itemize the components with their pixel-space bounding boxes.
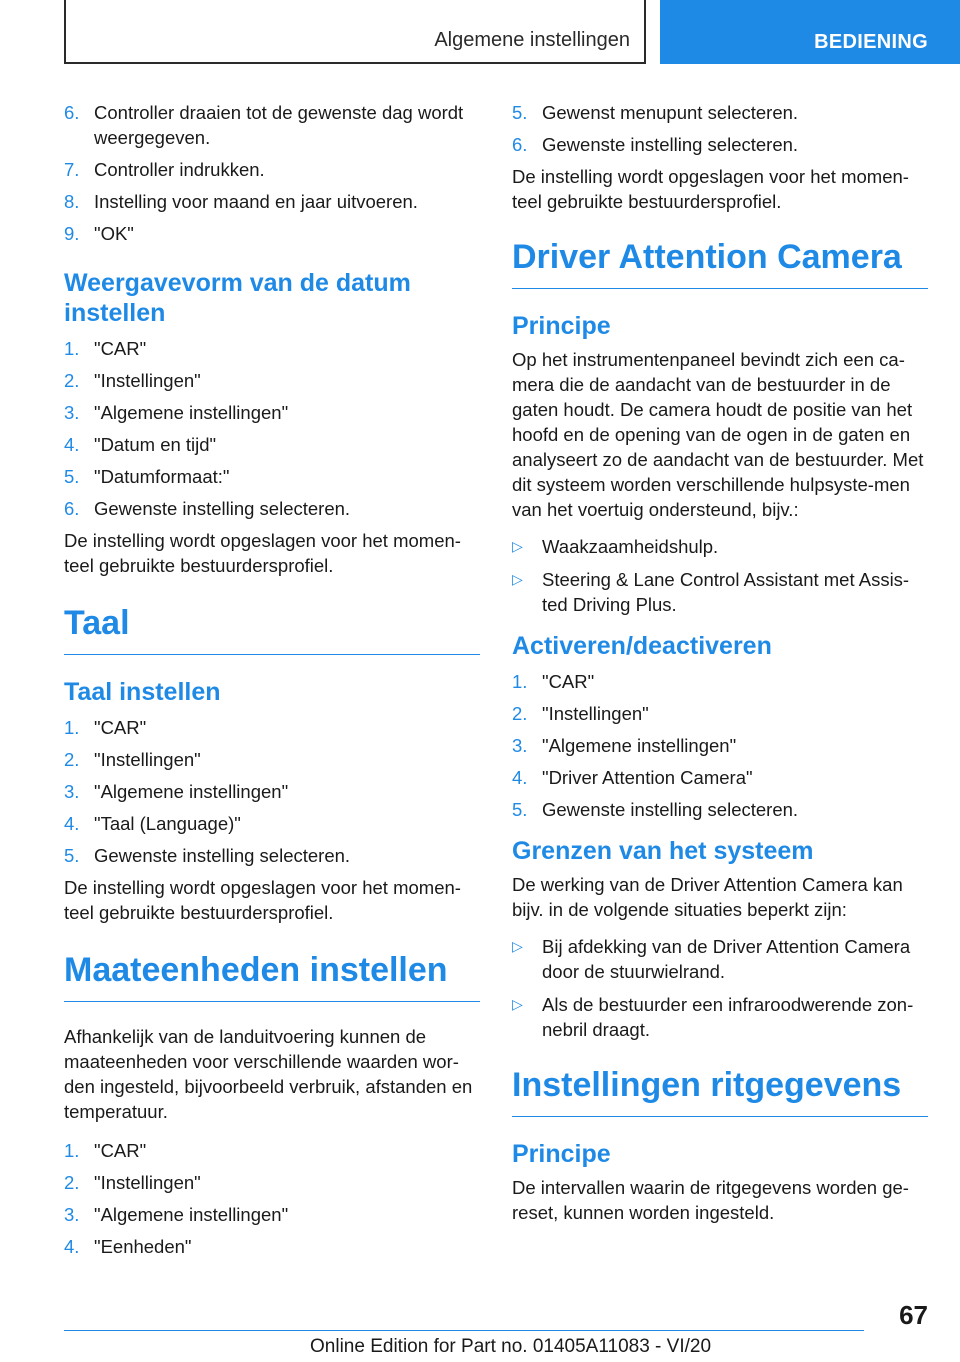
heading-maateenheden: Maateenheden instellen — [64, 949, 480, 1002]
list-item-text: "Eenheden" — [94, 1236, 192, 1257]
list-item — [64, 1138, 480, 1163]
bullet-list — [512, 934, 928, 1042]
list-item-number: 3. — [64, 402, 80, 423]
heading-activeren: Activeren/deactiveren — [512, 632, 772, 660]
list-item-text: Controller indrukken. — [94, 159, 265, 180]
paragraph-saved: De instelling wordt opgeslagen voor het momen‐teel gebruikte bestuurdersprofiel. — [64, 530, 461, 576]
bullet-list — [512, 534, 928, 617]
list-item — [64, 1170, 480, 1195]
list-item-text: Instelling voor maand en jaar uitvoeren. — [94, 191, 418, 212]
triangle-bullet-icon: ▷ — [512, 538, 523, 554]
right-column — [512, 100, 928, 1233]
bullet-item — [512, 992, 928, 1042]
paragraph-saved: De instelling wordt opgeslagen voor het momen‐teel gebruikte bestuurdersprofiel. — [512, 166, 909, 212]
list-item — [64, 464, 480, 489]
bullet-item-text: Als de bestuurder een infraroodwerende zon‐nebril draagt. — [542, 994, 914, 1040]
list-item-number: 6. — [64, 102, 80, 123]
list-item — [64, 843, 480, 868]
list-item — [512, 669, 928, 694]
list-item-number: 2. — [64, 370, 80, 391]
list-item — [64, 811, 480, 836]
list-item — [512, 132, 928, 157]
list-item-text: Controller draaien tot de gewenste dag wordt weergegeven. — [94, 102, 464, 148]
list-item-number: 2. — [512, 703, 528, 724]
list-item-number: 9. — [64, 223, 80, 244]
list-item — [64, 221, 480, 246]
list-item — [512, 100, 928, 125]
list-item-number: 4. — [64, 813, 80, 834]
paragraph-principe: Op het instrumentenpaneel bevindt zich een ca‐mera die de aandacht van de bestuurder in de gaten houdt. De camera houdt de positie van het hoofd en de opening van de ogen in de gaten en analyseert zo de aandacht van de bestuurder. Met dit systeem worden verschillende hulpsyste‐men van het voertuig ondersteund, bijv.: — [512, 349, 924, 520]
heading-grenzen: Grenzen van het systeem — [512, 837, 814, 865]
list-item — [512, 701, 928, 726]
list-item-number: 6. — [512, 134, 528, 155]
list-item-number: 5. — [64, 845, 80, 866]
header-section-title: Algemene instellingen — [434, 29, 630, 51]
steps-list — [64, 336, 480, 521]
list-item — [64, 496, 480, 521]
list-item-text: Gewenste instelling selecteren. — [94, 845, 351, 866]
header-chapter-tab — [660, 0, 960, 64]
list-item-number: 3. — [64, 781, 80, 802]
list-item-text: "Algemene instellingen" — [94, 402, 289, 423]
list-item-number: 1. — [64, 338, 80, 359]
triangle-bullet-icon: ▷ — [512, 571, 523, 587]
list-item — [64, 368, 480, 393]
left-column — [64, 100, 480, 1266]
bullet-item — [512, 934, 928, 984]
triangle-bullet-icon: ▷ — [512, 938, 523, 954]
list-item — [64, 779, 480, 804]
list-item — [512, 733, 928, 758]
list-item-number: 3. — [64, 1204, 80, 1225]
list-item — [64, 157, 480, 182]
list-item — [64, 189, 480, 214]
list-item-number: 5. — [512, 799, 528, 820]
footer-edition: Online Edition for Part no. 01405A11083 - VI/20 — [310, 1336, 712, 1357]
list-item-text: "CAR" — [94, 338, 147, 359]
list-item — [512, 765, 928, 790]
list-item — [64, 336, 480, 361]
list-item-text: "Datumformaat:" — [94, 466, 230, 487]
footer-divider — [64, 1330, 864, 1331]
heading-taal: Taal — [64, 602, 480, 655]
list-item-number: 4. — [512, 767, 528, 788]
heading-ritgegevens: Instellingen ritgegevens — [512, 1064, 928, 1117]
list-item-number: 1. — [64, 717, 80, 738]
list-item — [64, 715, 480, 740]
bullet-item — [512, 534, 928, 559]
list-item — [512, 797, 928, 822]
list-item-number: 2. — [64, 749, 80, 770]
list-item-number: 3. — [512, 735, 528, 756]
list-item-text: "Algemene instellingen" — [94, 781, 289, 802]
list-item-text: Gewenste instelling selecteren. — [542, 799, 799, 820]
list-item-text: "CAR" — [94, 1140, 147, 1161]
list-item-number: 7. — [64, 159, 80, 180]
bullet-item-text: Waakzaamheidshulp. — [542, 536, 719, 557]
steps-list — [64, 100, 480, 246]
list-item — [64, 432, 480, 457]
list-item-text: "Datum en tijd" — [94, 434, 217, 455]
list-item-text: "CAR" — [94, 717, 147, 738]
list-item-text: "Algemene instellingen" — [542, 735, 737, 756]
list-item — [64, 1202, 480, 1227]
list-item-number: 1. — [512, 671, 528, 692]
list-item — [64, 400, 480, 425]
bullet-item — [512, 567, 928, 617]
steps-list — [64, 715, 480, 868]
triangle-bullet-icon: ▷ — [512, 996, 523, 1012]
header-chapter-title: BEDIENING — [814, 31, 928, 53]
paragraph-saved: De instelling wordt opgeslagen voor het momen‐teel gebruikte bestuurdersprofiel. — [64, 877, 461, 923]
paragraph-grenzen: De werking van de Driver Attention Camera kan bijv. in de volgende situaties beperkt zijn: — [512, 874, 903, 920]
heading-taal-instellen: Taal instellen — [64, 678, 221, 706]
list-item-text: "Algemene instellingen" — [94, 1204, 289, 1225]
list-item-number: 4. — [64, 1236, 80, 1257]
list-item-number: 5. — [512, 102, 528, 123]
paragraph-maateenheden: Afhankelijk van de landuitvoering kunnen de maateenheden voor verschillende waarden wor‐den ingesteld, bijvoorbeeld verbruik, afstanden en temperatuur. — [64, 1026, 473, 1122]
list-item-text: "Instellingen" — [94, 749, 201, 770]
heading-principe: Principe — [512, 312, 611, 340]
list-item — [64, 100, 480, 150]
header-section-box — [64, 0, 646, 64]
page-number: 67 — [899, 1300, 928, 1330]
steps-list — [64, 1138, 480, 1259]
list-item-text: "CAR" — [542, 671, 595, 692]
list-item-text: "OK" — [94, 223, 134, 244]
list-item-text: Gewenste instelling selecteren. — [542, 134, 799, 155]
list-item-number: 4. — [64, 434, 80, 455]
paragraph-principe: De intervallen waarin de ritgegevens worden ge‐reset, kunnen worden ingesteld. — [512, 1177, 909, 1223]
list-item-text: Gewenste instelling selecteren. — [94, 498, 351, 519]
list-item-number: 5. — [64, 466, 80, 487]
list-item-text: "Driver Attention Camera" — [542, 767, 753, 788]
list-item-text: "Taal (Language)" — [94, 813, 241, 834]
bullet-item-text: Bij afdekking van de Driver Attention Camera door de stuurwielrand. — [542, 936, 911, 982]
bullet-item-text: Steering & Lane Control Assistant met Assis‐ted Driving Plus. — [542, 569, 910, 615]
list-item — [64, 1234, 480, 1259]
list-item-text: "Instellingen" — [94, 370, 201, 391]
list-item-text: "Instellingen" — [542, 703, 649, 724]
heading-datumformaat: Weergavevorm van de datum instellen — [64, 269, 411, 327]
list-item-number: 6. — [64, 498, 80, 519]
list-item-text: "Instellingen" — [94, 1172, 201, 1193]
list-item-number: 1. — [64, 1140, 80, 1161]
steps-list — [512, 669, 928, 822]
steps-list — [512, 100, 928, 157]
list-item — [64, 747, 480, 772]
heading-driver-attention-camera: Driver Attention Camera — [512, 236, 928, 289]
list-item-number: 2. — [64, 1172, 80, 1193]
list-item-text: Gewenst menupunt selecteren. — [542, 102, 799, 123]
heading-principe: Principe — [512, 1140, 611, 1168]
list-item-number: 8. — [64, 191, 80, 212]
